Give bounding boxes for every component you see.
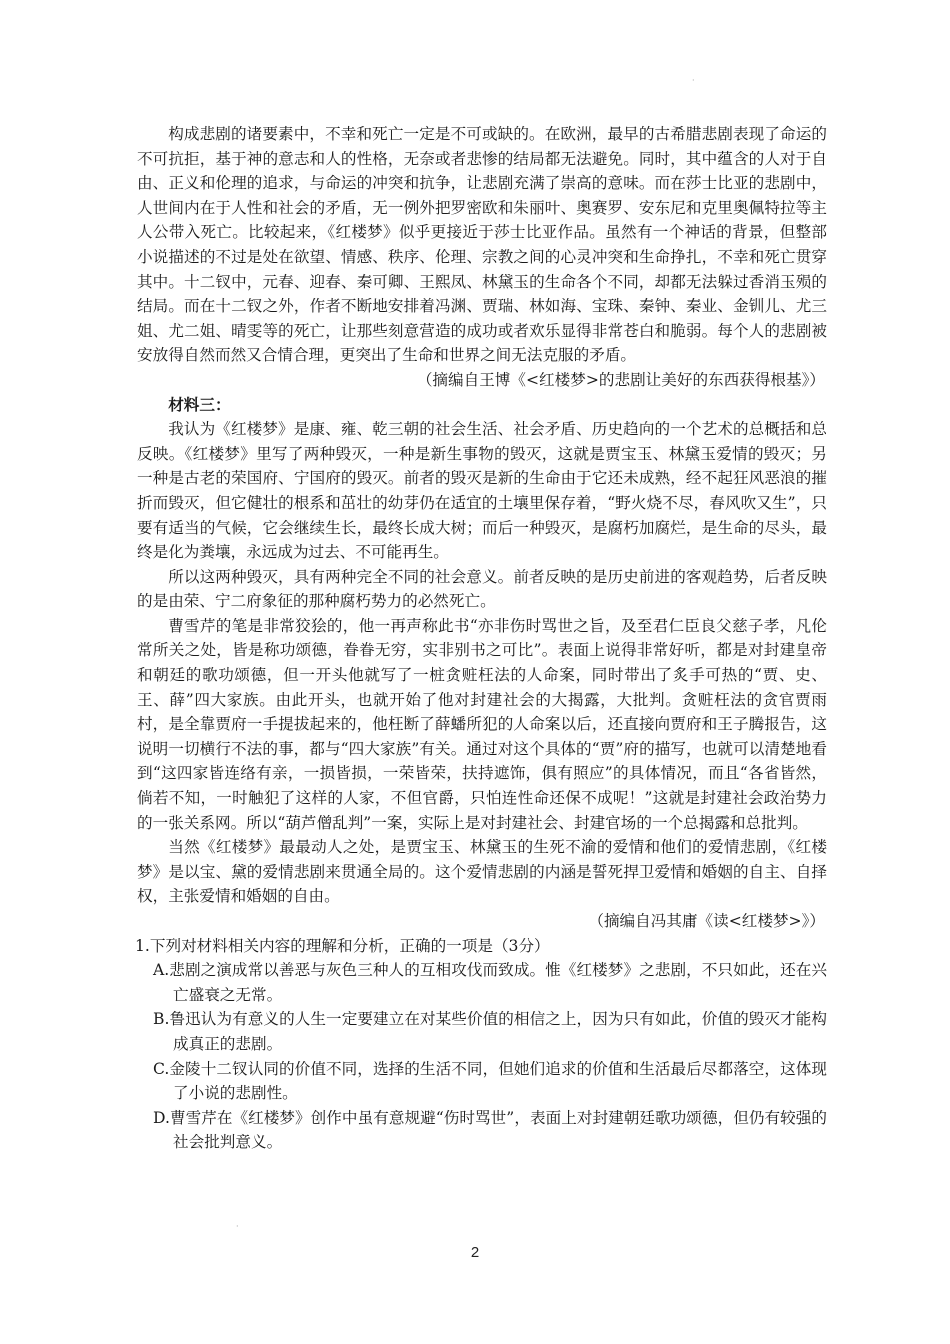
page-number: 2 [470, 1244, 480, 1261]
passage3-paragraph-2: 所以这两种毁灭，具有两种完全不同的社会意义。前者反映的是历史前进的客观趋势，后者反映的是由荣、宁二府象征的那种腐朽势力的必然死亡。 [137, 567, 827, 611]
passage3-paragraph-1: 我认为《红楼梦》是康、雍、乾三朝的社会生活、社会矛盾、历史趋向的一个艺术的总概括和总反映。《红楼梦》里写了两种毁灭，一种是新生事物的毁灭，这就是贾宝玉、林黛玉爱情的毁灭；另一种是古老的荣国府、宁国府的毁灭。前者的毁灭是新的生命由于它还未成熟，经不起狂风恶浪的摧折而毁灭，但它健壮的根系和茁壮的幼芽仍在适宜的土壤里保存着，“野火烧不尽，春风吹又生”，只要有适当的气候，它会继续生长，最终长成大树；而后一种毁灭，是腐朽加腐烂，是生命的尽头，最终是化为粪壤，永远成为过去、不可能再生。 [137, 420, 827, 562]
question-1-stem: 1.下列对材料相关内容的理解和分析，正确的一项是（3分） [135, 936, 550, 955]
passage3-heading: 材料三： [168, 394, 231, 414]
passage2-paragraph: 构成悲剧的诸要素中，不幸和死亡一定是不可或缺的。在欧洲，最早的古希腊悲剧表现了命运的不可抗拒，基于神的意志和人的性格，无奈或者悲惨的结局都无法避免。同时，其中蕴含的人对于自由、正义和伦理的追求，与命运的冲突和抗争，让悲剧充满了崇高的意味。而在莎士比亚的悲剧中，人世间内在于人性和社会的矛盾，无一例外把罗密欧和朱丽叶、奥赛罗、安东尼和克里奥佩特拉等主人公带入死亡。比较起来，《红楼梦》似乎更接近于莎士比亚作品。虽然有一个神话的背景，但整部小说描述的不过是处在欲望、情感、秩序、伦理、宗教之间的心灵冲突和生命挣扎，不幸和死亡贯穿其中。十二钗中，元春、迎春、秦可卿、王熙凤、林黛玉的生命各个不同，却都无法躲过香消玉殒的结局。而在十二钗之外，作者不断地安排着冯渊、贾瑞、林如海、宝珠、秦钟、秦业、金钏儿、尤三姐、尤二姐、晴雯等的死亡，让那些刻意营造的成功或者欢乐显得非常苍白和脆弱。每个人的悲剧被安放得自然而然又合情合理，更突出了生命和世界之间无法克服的矛盾。 [137, 125, 827, 365]
passage3-source: （摘编自冯其庸《读<红楼梦>》） [588, 912, 825, 930]
passage2-source: （摘编自王博《<红楼梦>的悲剧让美好的东西获得根基》） [416, 370, 825, 389]
passage3-paragraph-4: 当然《红楼梦》最最动人之处，是贾宝玉、林黛玉的生死不渝的爱情和他们的爱情悲剧，《红楼梦》是以宝、黛的爱情悲剧来贯通全局的。这个爱情悲剧的内涵是誓死捍卫爱情和婚姻的自主、自择权，主张爱情和婚姻的自由。 [137, 838, 827, 906]
scan-dot: · [692, 76, 695, 85]
question-1-option-d: D.曹雪芹在《红楼梦》创作中虽有意规避“伤时骂世”，表面上对封建朝廷歌功颂德，但仍有较强的社会批判意义。 [153, 1108, 827, 1152]
passage3-paragraph-3: 曹雪芹的笔是非常狡狯的，他一再声称此书“亦非伤时骂世之旨，及至君仁臣良父慈子孝，凡伦常所关之处，皆是称功颂德，眷眷无穷，实非别书之可比”。表面上说得非常好听，都是对封建皇帝和朝廷的歌功颂德，但一开头他就写了一桩贪赃枉法的人命案，同时带出了炙手可热的“贾、史、王、薛”四大家族。由此开头，也就开始了他对封建社会的大揭露，大批判。贪赃枉法的贪官贾雨村，是全靠贾府一手提拔起来的，他枉断了薛蟠所犯的人命案以后，还直接向贾府和王子腾报告，这说明一切横行不法的事，都与“四大家族”有关。通过对这个具体的“贾”府的描写，也就可以清楚地看到“这四家皆连络有亲，一损皆损，一荣皆荣，扶持遮饰，俱有照应”的具体情况，而且“各省皆然，倘若不知，一时触犯了这样的人家，不但官爵，只怕连性命还保不成呢！”这就是封建社会政治势力的一张关系网。所以“葫芦僧乱判”一案，实际上是对封建社会、封建官场的一个总揭露和总批判。 [137, 616, 827, 832]
question-1-option-c: C.金陵十二钗认同的价值不同，选择的生活不同，但她们追求的价值和生活最后尽都落空，这体现了小说的悲剧性。 [153, 1059, 827, 1103]
scan-dot: · [236, 1222, 239, 1231]
question-1-option-b: B.鲁迅认为有意义的人生一定要建立在对某些价值的相信之上，因为只有如此，价值的毁灭才能构成真正的悲剧。 [153, 1010, 827, 1053]
document-page [137, 122, 827, 1155]
question-1-option-a: A.悲剧之演成常以善恶与灰色三种人的互相攻伐而致成。惟《红楼梦》之悲剧，不只如此，还在兴亡盛衰之无常。 [153, 961, 827, 1004]
